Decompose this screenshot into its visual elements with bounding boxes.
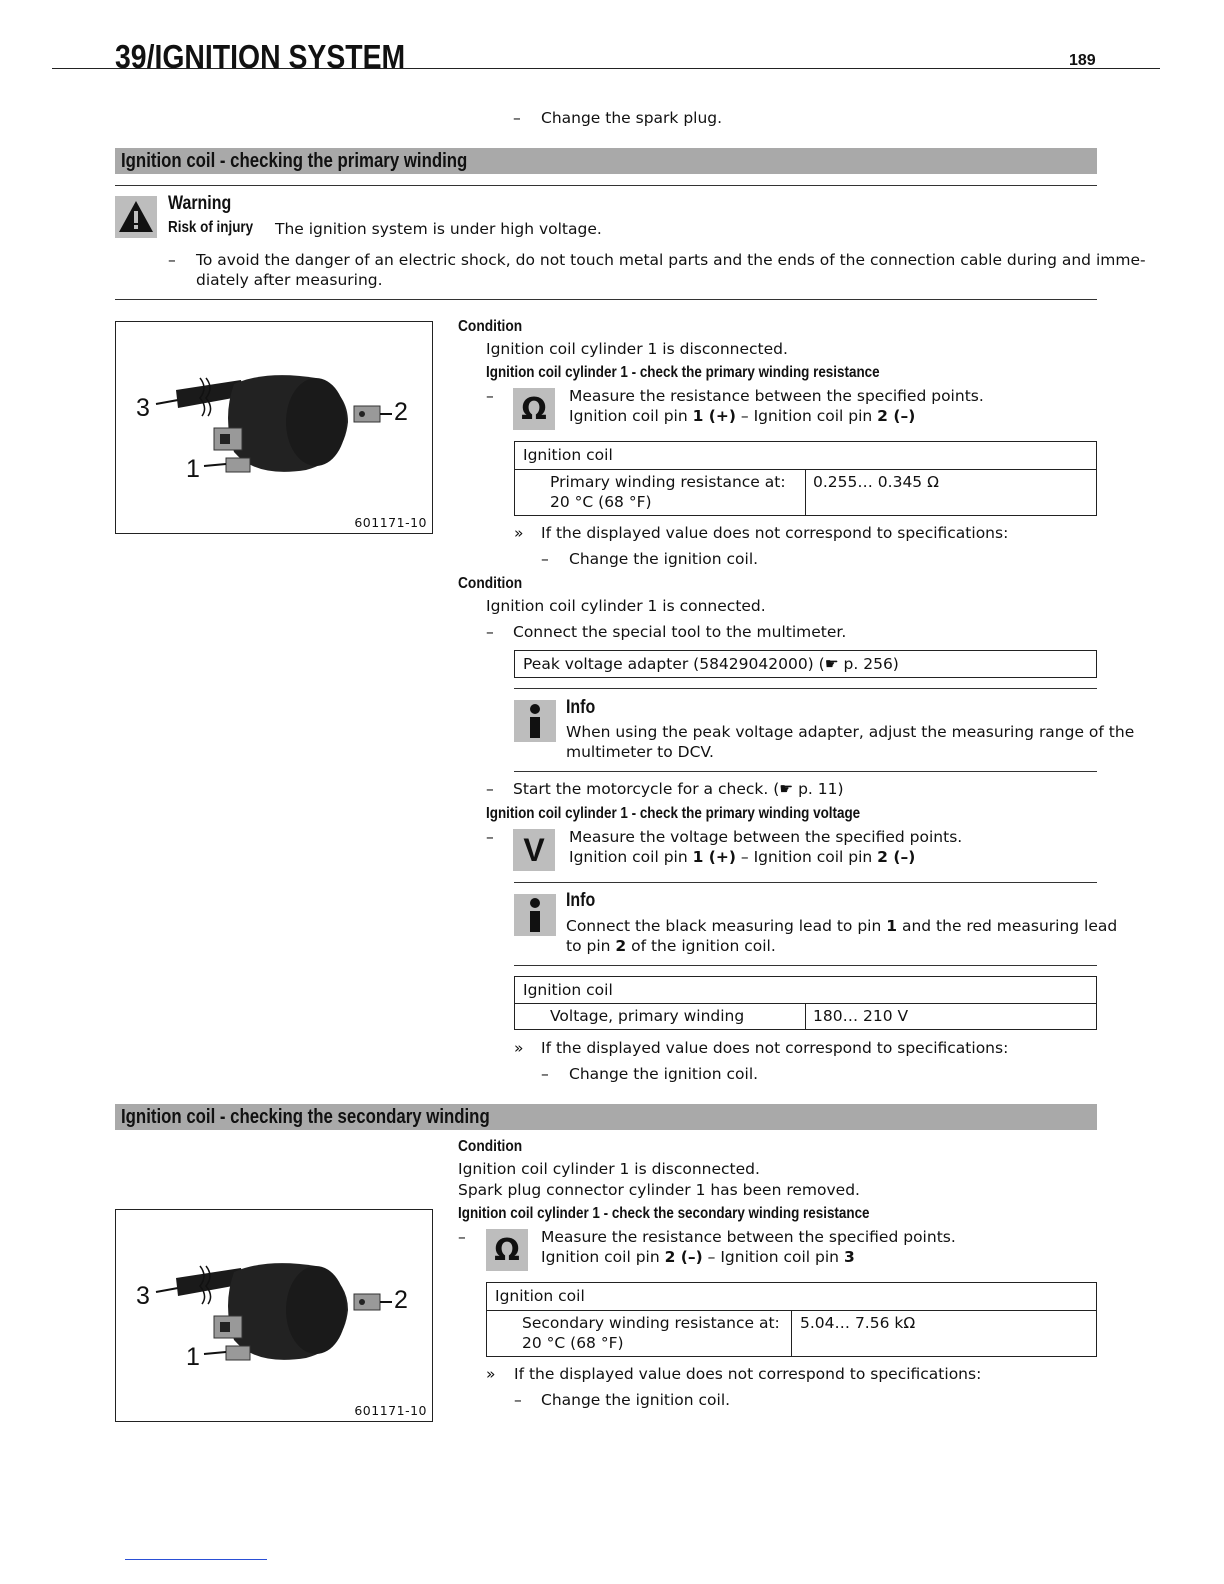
figure-label-1: 1 <box>186 455 200 483</box>
info-bottom-rule <box>514 771 1097 772</box>
figure-label-2: 2 <box>394 1286 408 1314</box>
check-text: If the displayed value does not correspond to specifications: <box>541 1039 1009 1057</box>
table-label: Primary winding resistance at: <box>550 473 786 491</box>
action-text: Change the ignition coil. <box>569 1065 759 1083</box>
voltage-icon: V <box>513 829 555 871</box>
ohm-icon: Ω <box>513 388 555 430</box>
info-text: When using the peak voltage adapter, adjust the measuring range of the <box>566 723 1135 741</box>
warning-step-cont: diately after measuring. <box>196 271 383 289</box>
condition-text: Ignition coil cylinder 1 is disconnected. <box>458 1160 760 1178</box>
step-text: Connect the special tool to the multimeter. <box>513 623 847 641</box>
warning-icon <box>115 196 157 238</box>
bullet-marker: » <box>514 524 524 542</box>
dash-marker: – <box>486 623 494 641</box>
task-title: Ignition coil cylinder 1 - check the primary winding resistance <box>486 364 880 381</box>
figure-label-3: 3 <box>136 1282 150 1310</box>
figure-label-3: 3 <box>136 394 150 422</box>
table-value: 0.255… 0.345 Ω <box>813 473 939 491</box>
info-bottom-rule <box>514 965 1097 966</box>
measure-text: Measure the voltage between the specified points. <box>569 828 963 846</box>
table-header: Ignition coil <box>523 981 613 999</box>
warning-bottom-rule <box>115 299 1097 300</box>
info-top-rule <box>514 688 1097 689</box>
ignition-coil-illustration <box>116 322 432 533</box>
dash-marker: – <box>486 780 494 798</box>
bullet-marker: » <box>486 1365 496 1383</box>
action-text: Change the ignition coil. <box>569 550 759 568</box>
dash-marker: – <box>486 387 494 405</box>
dash-marker: – <box>486 828 494 846</box>
condition-text: Ignition coil cylinder 1 is connected. <box>486 597 766 615</box>
table-value: 5.04… 7.56 kΩ <box>800 1314 916 1332</box>
intro-step: Change the spark plug. <box>541 109 723 127</box>
ignition-coil-figure <box>115 1209 433 1422</box>
info-icon <box>514 700 556 742</box>
condition-heading: Condition <box>458 318 523 335</box>
ignition-coil-illustration <box>116 1210 432 1421</box>
tool-text: Peak voltage adapter (58429042000) (☛ p. 256) <box>523 655 899 673</box>
header-rule <box>52 68 1160 69</box>
measure-points: Ignition coil pin 2 (–) – Ignition coil pin 3 <box>541 1248 855 1266</box>
table-header: Ignition coil <box>523 446 613 464</box>
dash-marker: – <box>541 1065 549 1083</box>
table-value: 180… 210 V <box>813 1007 909 1025</box>
spec-table <box>514 441 1097 516</box>
measure-points: Ignition coil pin 1 (+) – Ignition coil pin 2 (–) <box>569 848 916 866</box>
info-text-cont: multimeter to DCV. <box>566 743 714 761</box>
dash-marker: – <box>168 251 176 269</box>
section-heading-secondary: Ignition coil - checking the secondary winding <box>115 1104 1097 1130</box>
warning-top-rule <box>115 185 1097 186</box>
action-text: Change the ignition coil. <box>541 1391 731 1409</box>
table-label: Secondary winding resistance at: <box>522 1314 780 1332</box>
measure-points: Ignition coil pin 1 (+) – Ignition coil pin 2 (–) <box>569 407 916 425</box>
bullet-marker: » <box>514 1039 524 1057</box>
page-title: 39/IGNITION SYSTEM <box>115 38 406 75</box>
task-title: Ignition coil cylinder 1 - check the primary winding voltage <box>486 805 861 822</box>
table-label-cont: 20 °C (68 °F) <box>522 1334 624 1352</box>
table-label-cont: 20 °C (68 °F) <box>550 493 652 511</box>
figure-caption: 601171-10 <box>354 1403 427 1418</box>
dash-marker: – <box>541 550 549 568</box>
info-text: Connect the black measuring lead to pin 1 and the red measuring lead <box>566 917 1118 935</box>
footnote-rule <box>125 1559 267 1560</box>
measure-text: Measure the resistance between the specified points. <box>541 1228 956 1246</box>
dash-marker: – <box>458 1228 466 1246</box>
condition-heading: Condition <box>458 1138 523 1155</box>
dash-marker: – <box>514 1391 522 1409</box>
page-number: 189 <box>1069 52 1096 69</box>
ignition-coil-figure <box>115 321 433 534</box>
condition-text: Spark plug connector cylinder 1 has been removed. <box>458 1181 860 1199</box>
figure-caption: 601171-10 <box>354 515 427 530</box>
condition-text: Ignition coil cylinder 1 is disconnected. <box>486 340 788 358</box>
info-title: Info <box>566 890 596 911</box>
info-title: Info <box>566 697 596 718</box>
table-label: Voltage, primary winding <box>550 1007 745 1025</box>
dash-marker: – <box>513 109 521 127</box>
measure-text: Measure the resistance between the specified points. <box>569 387 984 405</box>
task-title: Ignition coil cylinder 1 - check the secondary winding resistance <box>458 1205 870 1222</box>
warning-label: Risk of injury <box>168 219 254 236</box>
figure-label-1: 1 <box>186 1343 200 1371</box>
section-heading-primary: Ignition coil - checking the primary winding <box>115 148 1097 174</box>
ohm-icon: Ω <box>486 1229 528 1271</box>
info-icon <box>514 894 556 936</box>
check-text: If the displayed value does not correspond to specifications: <box>514 1365 982 1383</box>
tool-table <box>514 650 1097 678</box>
spec-table <box>486 1282 1097 1357</box>
warning-title: Warning <box>168 193 232 214</box>
spec-table <box>514 976 1097 1030</box>
condition-heading: Condition <box>458 575 523 592</box>
warning-step: To avoid the danger of an electric shock, do not touch metal parts and the ends of the connection cable during and imme- <box>196 251 1146 269</box>
info-top-rule <box>514 882 1097 883</box>
figure-label-2: 2 <box>394 398 408 426</box>
start-text: Start the motorcycle for a check. (☛ p. 11) <box>513 780 844 798</box>
check-text: If the displayed value does not correspond to specifications: <box>541 524 1009 542</box>
table-header: Ignition coil <box>495 1287 585 1305</box>
warning-text: The ignition system is under high voltage. <box>275 220 602 238</box>
info-text-cont: to pin 2 of the ignition coil. <box>566 937 776 955</box>
